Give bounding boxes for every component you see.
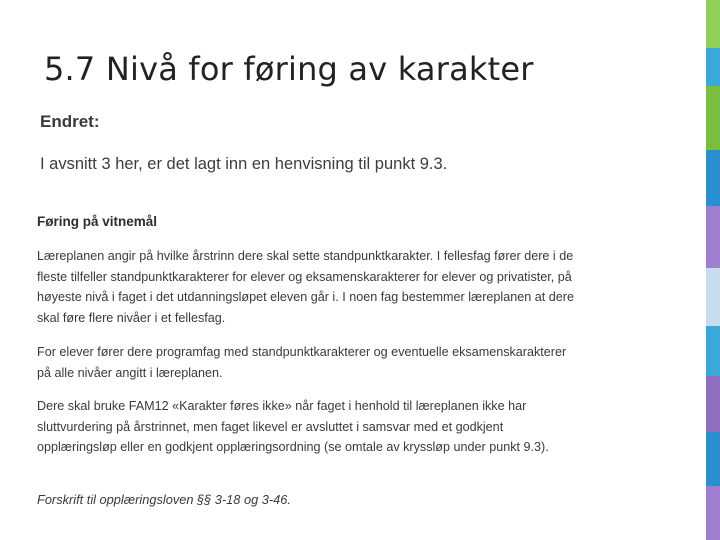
changed-heading: Endret: xyxy=(40,112,100,131)
section-heading: Føring på vitnemål xyxy=(37,214,158,229)
stripe-segment xyxy=(706,376,720,432)
stripe-segment xyxy=(706,432,720,486)
paragraph: Læreplanen angir på hvilke årstrinn dere skal sette standpunktkarakter. I fellesfag fører dere i de fleste tilfeller standpunktkarakterer for elever og eksamenskarakterer for elever og privatister, på høyeste nivå i faget i det utdanningsløpet eleven går i. I noen fag bestemmer læreplanen at dere skal føre flere nivåer i et fellesfag. xyxy=(37,249,574,325)
stripe-segment xyxy=(706,326,720,376)
slide-title: 5.7 Nivå for føring av karakter xyxy=(44,50,534,88)
stripe-segment xyxy=(706,150,720,206)
stripe-segment xyxy=(706,0,720,48)
legal-reference: Forskrift til opplæringsloven §§ 3-18 og 3-46. xyxy=(37,492,291,507)
stripe-segment xyxy=(706,486,720,540)
decorative-stripe xyxy=(706,0,720,540)
stripe-segment xyxy=(706,206,720,268)
stripe-segment xyxy=(706,268,720,326)
stripe-segment xyxy=(706,86,720,150)
paragraph: Dere skal bruke FAM12 «Karakter føres ikke» når faget i henhold til læreplanen ikke har sluttvurdering på årstrinnet, men faget likevel er avsluttet i samsvar med et godkjent opplæringsløp eller en godkjent opplæringsordning (se omtale av kryssløp under punkt 9.3). xyxy=(37,399,549,454)
changed-text: I avsnitt 3 her, er det lagt inn en henvisning til punkt 9.3. xyxy=(40,155,448,173)
paragraph: For elever fører dere programfag med standpunktkarakterer og eventuelle eksamenskarakterer på alle nivåer angitt i læreplanen. xyxy=(37,345,567,380)
stripe-segment xyxy=(706,48,720,86)
